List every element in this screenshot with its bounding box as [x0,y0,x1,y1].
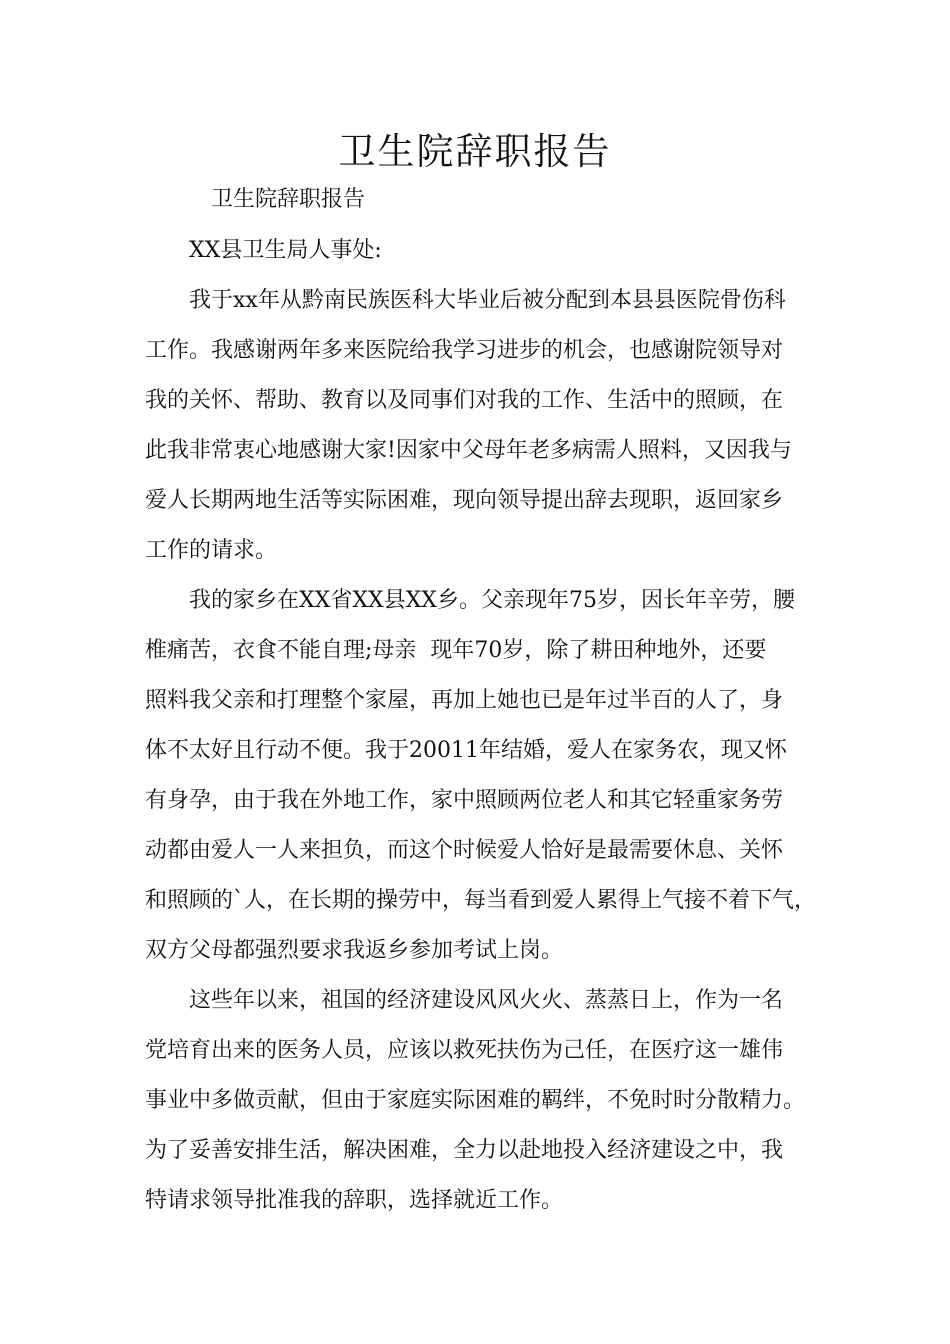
document-title: 卫生院辞职报告 [338,130,612,173]
body-line: 椎痛苦，衣食不能自理;母亲 现年70岁，除了耕田种地外，还要 [145,638,767,663]
body-line: 此我非常衷心地感谢大家!因家中父母年老多病需人照料，又因我与 [145,438,792,463]
body-line: 我的家乡在XX省XX县XX乡。父亲现年75岁，因长年辛劳，腰 [189,588,795,613]
body-line: 工作。我感谢两年多来医院给我学习进步的机会，也感谢院领导对 [145,338,784,363]
body-line: 这些年以来，祖国的经济建设风风火火、蒸蒸日上，作为一名 [189,988,784,1013]
body-line: 动都由爱人一人来担负，而这个时候爱人恰好是最需要休息、关怀 [145,838,784,863]
body-line: 特请求领导批准我的辞职，选择就近工作。 [145,1188,564,1213]
salutation: XX县卫生局人事处: [189,238,382,263]
body-line: 有身孕，由于我在外地工作，家中照顾两位老人和其它轻重家务劳 [145,788,784,813]
body-line: 事业中多做贡献，但由于家庭实际困难的羁绊，不免时时分散精力。 [145,1088,806,1113]
body-line: 和照顾的`人，在长期的操劳中，每当看到爱人累得上气接不着下气， [145,888,817,913]
body-line: 照料我父亲和打理整个家屋，再加上她也已是年过半百的人了，身 [145,688,784,713]
body-line: 爱人长期两地生活等实际困难，现向领导提出辞去现职，返回家乡 [145,488,784,513]
document-subtitle: 卫生院辞职报告 [211,187,366,212]
body-line: 党培育出来的医务人员，应该以救死扶伤为己任，在医疗这一雄伟 [145,1038,784,1063]
body-line: 我的关怀、帮助、教育以及同事们对我的工作、生活中的照顾，在 [145,388,784,413]
body-line: 双方父母都强烈要求我返乡参加考试上岗。 [145,938,564,963]
body-line: 体不太好且行动不便。我于20011年结婚，爱人在家务农，现又怀 [145,738,787,763]
body-line: 我于xx年从黔南民族医科大毕业后被分配到本县县医院骨伤科 [189,288,786,313]
body-line: 工作的请求。 [145,538,278,563]
body-line: 为了妥善安排生活，解决困难，全力以赴地投入经济建设之中，我 [145,1138,784,1163]
